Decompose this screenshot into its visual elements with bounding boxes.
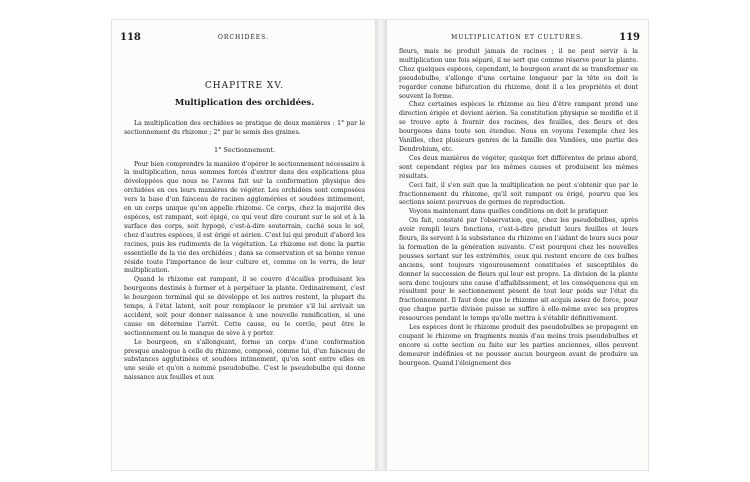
section-heading: 1° Sectionnement. — [213, 145, 276, 154]
paragraph: fleurs, mais ne produit jamais de racines ; il ne peut servir à la multiplication une fois séparé, il ne sert que comme réserve pour la plante. Chez quelques espèces, cependant, le bourgeon avant de se transformer en pseudobulbe, s'allonge d'une certaine longueur par la tête ou doit le regarder comme bifurcation du rhizome, dont il a les propriétés et dont souvent la forme. — [399, 48, 638, 100]
left-page-content — [124, 60, 365, 383]
right-page-number: 119 — [619, 32, 640, 43]
right-page — [387, 20, 648, 470]
paragraph: Pour bien comprendre la manière d'opérer le sectionnement nécessaire à la multiplication, nous sommes forcés d'entrer dans des explications plus développées que nous ne l'avons fait sur la conformation physique des orchidées en ces leurs manières de végéter. Les orchidées sont composées vers la base d'un faisceau de racines agglomérées et soudées intimement, en un corps unique qu'on appelle rhizome. Ce corps, chez la majorité des espèces, est rampant, soit épigé, ce qui veut dire courant sur le sol et à la surface des corps, soit hypogé, c'est-à-dire souterrain, caché sous le sol, chez d'autres espèces, il est érigé et aérien. C'est lui qui produit d'abord les racines, puis les rudiments de la végétation. Le rhizome est donc la partie essentielle de la vie des orchidées ; dans sa conservation et sa bonne venue réside toute l'importance de leur culture et, comme on le verra, de leur multiplication. — [124, 160, 365, 275]
chapter-title: Multiplication des orchidées. — [174, 97, 315, 108]
paragraph: Voyons maintenant dans quelles conditions on doit le pratiquer. — [409, 208, 609, 216]
left-page — [112, 20, 375, 470]
paragraph: Ceci fait, il s'en suit que la multiplication ne peut s'obtenir que par le fractionnement du rhizome, qu'il soit rampant ou érigé, pourvu que les sections soient pourvues de germes de reproduction. — [399, 181, 638, 207]
paragraph: Quand le rhizome est rampant, il se couvre d'écailles produisant les bourgeons destinés à former et à perpétuer la plante. Ordinairement, c'est le bourgeon terminal qui se développe et les autres restent, la plupart du temps, à l'état latent, soit pour remplacer le premier s'il lui arrivait un accident, soit pour donner naissance à une nouvelle ramification, si une cause en détermine l'arrêt. Cette cause, ou le cercle, peut être le sectionnement ou le manque de sève à y porter. — [124, 276, 365, 337]
right-page-content — [399, 48, 638, 369]
right-running-title: MULTIPLICATION ET CULTURES. — [451, 34, 584, 41]
paragraph: Les espèces dont le rhizome produit des pseudobulbes se propagent en coupant le rhizome en fragments munis d'au moins trois pseudobulbes et encore si cette section ou faite sur les parties anciennes, elles peuvent demeurer indéfinies et ne pousser aucun bourgeon avant de produire un bourgeon. Quand l'éloignement des — [399, 324, 638, 367]
intro-paragraph: La multiplication des orchidées se pratique de deux manières : 1° par le sectionnement du rhizome ; 2° par le semis des graines. — [124, 119, 365, 136]
paragraph: On fait, constaté par l'observation, que, chez les pseudobulbes, après avoir rempli leurs fonctions, c'est-à-dire produit leurs feuilles et leurs fleurs, ils servent à la subsistance du rhizome en l'aidant de leurs sucs pour la formation de la génération suivante. C'est pourquoi chez les nouvelles pousses sortant sur les extrémités, ceux qui restent encore de ces bulbes anciens, sont toujours vigoureusement constituées et susceptibles de donner la succession de fleurs qui leur est propre. La division de la plante sera donc toujours une cause d'affaiblissement, et les conséquences qui en résultent pour le sectionnement pèsent de tout leur poids sur l'état du fractionnement. Il faut donc que le rhizome ait acquis assez de force, pour que chaque partie divisée puisse se suffire à elle-même avec ses propres ressources pendant le temps qu'elle mettra à s'établir définitivement. — [399, 217, 638, 323]
paragraph: Chez certaines espèces le rhizome au lieu d'être rampant prend une direction érigée et devient aérien. Sa constitution physique se modifie et il se trouve apte à fournir des racines, des feuilles, des fleurs et des bourgeons dans toute son étendue. Nous en voyons l'exemple chez les Vanilles, chez plusieurs genres de la famille des Vandées, une partie des Dendrobium, etc. — [399, 101, 638, 153]
left-page-number: 118 — [120, 32, 141, 43]
paragraph: Ces deux manières de végéter, quoique fort différentes de prime abord, sont cependant régies par les mêmes causes et produisent les mêmes résultats. — [399, 154, 638, 180]
chapter-heading: CHAPITRE XV. — [204, 81, 285, 91]
left-running-title: ORCHIDÉES. — [217, 34, 269, 41]
book-spine — [375, 20, 387, 470]
paragraph: Le bourgeon, en s'allongeant, forme un corps d'une conformation presque analogue à celle du rhizome, composé, comme lui, d'un faisceau de substances agglutinées et soudées intimement, qu'on sont entre elles en une seule et qu'on a nommé pseudobulbe. C'est le pseudobulbe qui donne naissance aux feuilles et aux — [124, 338, 365, 382]
